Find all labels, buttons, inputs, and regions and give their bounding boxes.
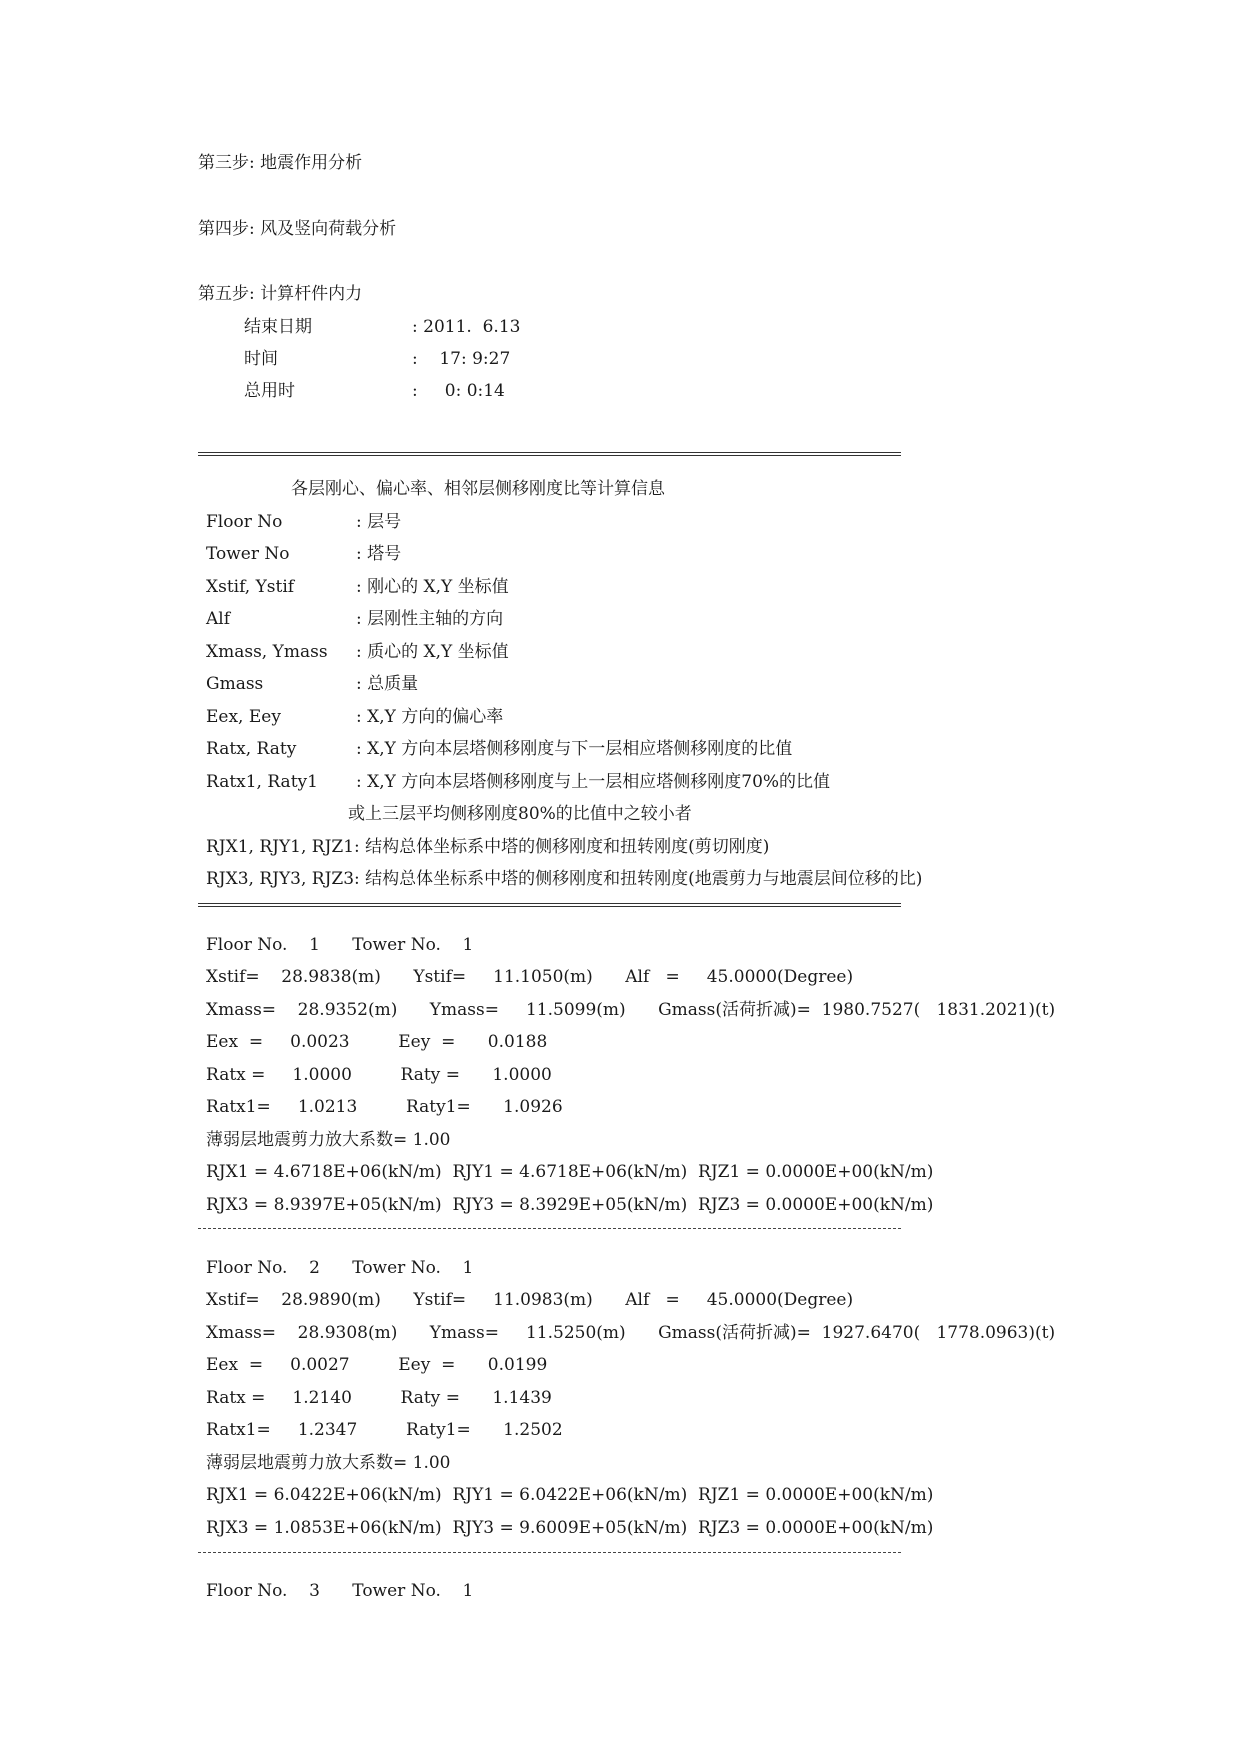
floor-rj3-line: RJX3 = 1.0853E+06(kN/m) RJY3 = 9.6009E+05(kN/m) RJZ3 = 0.0000E+00(kN/m) bbox=[206, 1518, 934, 1538]
legend-desc: : X,Y 方向的偏心率 bbox=[356, 707, 504, 727]
time-label: 时间 bbox=[244, 349, 278, 369]
dashed-divider bbox=[198, 1552, 901, 1553]
floor-ratio-line: Ratx = 1.2140 Raty = 1.1439 bbox=[206, 1388, 552, 1408]
floor-rj1-line: RJX1 = 4.6718E+06(kN/m) RJY1 = 4.6718E+06(kN/m) RJZ1 = 0.0000E+00(kN/m) bbox=[206, 1162, 934, 1182]
legend-desc: : 刚心的 X,Y 坐标值 bbox=[356, 577, 509, 597]
step-5: 第五步: 计算杆件内力 bbox=[198, 284, 363, 304]
floor-header: Floor No. 2 Tower No. 1 bbox=[206, 1258, 474, 1278]
time-value: : 17: 9:27 bbox=[412, 349, 511, 369]
legend-key: Xmass, Ymass bbox=[206, 642, 328, 662]
legend-key: Ratx, Raty bbox=[206, 739, 297, 759]
step-4: 第四步: 风及竖向荷载分析 bbox=[198, 219, 397, 239]
double-divider bbox=[198, 452, 901, 456]
floor-amplification-line: 薄弱层地震剪力放大系数= 1.00 bbox=[206, 1453, 451, 1473]
floor-rj3-line: RJX3 = 8.9397E+05(kN/m) RJY3 = 8.3929E+05(kN/m) RJZ3 = 0.0000E+00(kN/m) bbox=[206, 1195, 934, 1215]
legend-key: Xstif, Ystif bbox=[206, 577, 295, 597]
floor-rj1-line: RJX1 = 6.0422E+06(kN/m) RJY1 = 6.0422E+06(kN/m) RJZ1 = 0.0000E+00(kN/m) bbox=[206, 1485, 934, 1505]
legend-rj1: RJX1, RJY1, RJZ1: 结构总体坐标系中塔的侧移刚度和扭转刚度(剪切刚度) bbox=[206, 837, 770, 857]
legend-desc: : 层刚性主轴的方向 bbox=[356, 609, 504, 629]
legend-desc: : 层号 bbox=[356, 512, 402, 532]
legend-key: Ratx1, Raty1 bbox=[206, 772, 318, 792]
legend-key: Floor No bbox=[206, 512, 283, 532]
legend-rj3: RJX3, RJY3, RJZ3: 结构总体坐标系中塔的侧移刚度和扭转刚度(地震剪力与地震层间位移的比) bbox=[206, 869, 923, 889]
floor-ratio-line: Ratx = 1.0000 Raty = 1.0000 bbox=[206, 1065, 552, 1085]
floor-mass-line: Xmass= 28.9352(m) Ymass= 11.5099(m) Gmass(活荷折减)= 1980.7527( 1831.2021)(t) bbox=[206, 1000, 1056, 1020]
legend-desc: : 总质量 bbox=[356, 674, 419, 694]
end-date-label: 结束日期 bbox=[244, 317, 312, 337]
legend-key: Eex, Eey bbox=[206, 707, 281, 727]
floor-eccentricity-line: Eex = 0.0023 Eey = 0.0188 bbox=[206, 1032, 548, 1052]
double-divider bbox=[198, 903, 901, 907]
legend-desc: : 质心的 X,Y 坐标值 bbox=[356, 642, 509, 662]
legend-continuation: 或上三层平均侧移刚度80%的比值中之较小者 bbox=[348, 804, 692, 824]
legend-key: Tower No bbox=[206, 544, 290, 564]
floor-ratio1-line: Ratx1= 1.0213 Raty1= 1.0926 bbox=[206, 1097, 563, 1117]
floor-header: Floor No. 1 Tower No. 1 bbox=[206, 935, 474, 955]
floor-eccentricity-line: Eex = 0.0027 Eey = 0.0199 bbox=[206, 1355, 548, 1375]
total-time-value: : 0: 0:14 bbox=[412, 381, 505, 401]
floor-stif-line: Xstif= 28.9890(m) Ystif= 11.0983(m) Alf = 45.0000(Degree) bbox=[206, 1290, 854, 1310]
legend-desc: : X,Y 方向本层塔侧移刚度与下一层相应塔侧移刚度的比值 bbox=[356, 739, 793, 759]
legend-key: Alf bbox=[206, 609, 231, 629]
floor-ratio1-line: Ratx1= 1.2347 Raty1= 1.2502 bbox=[206, 1420, 563, 1440]
floor-mass-line: Xmass= 28.9308(m) Ymass= 11.5250(m) Gmass(活荷折减)= 1927.6470( 1778.0963)(t) bbox=[206, 1323, 1056, 1343]
floor-amplification-line: 薄弱层地震剪力放大系数= 1.00 bbox=[206, 1130, 451, 1150]
step-3: 第三步: 地震作用分析 bbox=[198, 153, 363, 173]
legend-desc: : X,Y 方向本层塔侧移刚度与上一层相应塔侧移刚度70%的比值 bbox=[356, 772, 831, 792]
dashed-divider bbox=[198, 1228, 901, 1229]
total-time-label: 总用时 bbox=[244, 381, 295, 401]
floor-header: Floor No. 3 Tower No. 1 bbox=[206, 1581, 474, 1601]
end-date-value: : 2011. 6.13 bbox=[412, 317, 521, 337]
legend-desc: : 塔号 bbox=[356, 544, 402, 564]
floor-stif-line: Xstif= 28.9838(m) Ystif= 11.1050(m) Alf = 45.0000(Degree) bbox=[206, 967, 854, 987]
legend-key: Gmass bbox=[206, 674, 264, 694]
legend-title: 各层刚心、偏心率、相邻层侧移刚度比等计算信息 bbox=[291, 479, 665, 499]
